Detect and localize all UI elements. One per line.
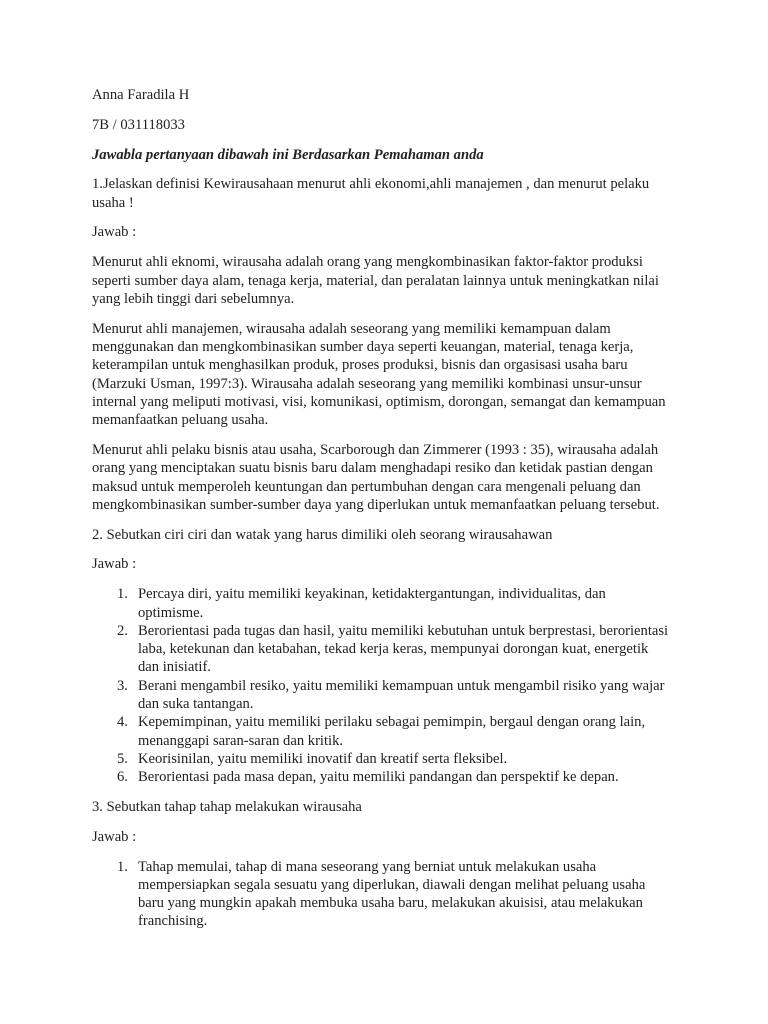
list-item-text: Berani mengambil resiko, yaitu memiliki kemampuan untuk mengambil risiko yang wajar dan suka tantangan. (138, 677, 665, 713)
list-number: 1. (117, 858, 128, 875)
instruction-heading: Jawabla pertanyaan dibawah ini Berdasarkan Pemahaman anda (92, 146, 484, 163)
list-item (92, 677, 672, 714)
list-number: 2. (117, 622, 128, 639)
list-item (92, 750, 672, 768)
list-item (92, 858, 672, 931)
answer-1-paragraph: Menurut ahli eknomi, wirausaha adalah orang yang mengkombinasikan faktor-faktor produksi seperti sumber daya alam, tenaga kerja, material, dan peralatan lainnya untuk meningkatkan nilai yang lebih tinggi dari sebelumnya. (92, 254, 659, 307)
list-item (92, 585, 672, 622)
list-item-text: Berorientasi pada tugas dan hasil, yaitu memiliki kebutuhan untuk berprestasi, berorientasi laba, ketekunan dan ketabahan, tekad kerja keras, mempunyai dorongan kuat, energetik dan inisiatif. (138, 622, 669, 676)
answer-label-3: Jawab : (92, 828, 137, 845)
document-page (92, 86, 672, 942)
list-number: 3. (117, 677, 128, 694)
list-item (92, 768, 672, 786)
list-item-text: Tahap memulai, tahap di mana seseorang yang berniat untuk melakukan usaha mempersiapkan segala sesuatu yang diperlukan, diawali dengan melihat peluang usaha baru yang mungkin apakah membuka usaha baru, melakukan akuisisi, atau melakukan franchising. (138, 858, 646, 930)
list-number: 6. (117, 769, 128, 786)
question-1: 1.Jelaskan definisi Kewirausahaan menurut ahli ekonomi,ahli manajemen , dan menurut pelaku usaha ! (92, 176, 650, 211)
student-name: Anna Faradila H (92, 87, 190, 103)
list-number: 1. (117, 586, 128, 603)
answer-3-list (92, 858, 672, 931)
answer-1-paragraph: Menurut ahli pelaku bisnis atau usaha, Scarborough dan Zimmerer (1993 : 35), wirausaha adalah orang yang menciptakan suatu bisnis baru dalam menghadapi resiko dan ketidak pastian dengan maksud untuk memperoleh keuntungan dan pertumbuhan dengan cara mengenali peluang dan mengkombinasikan sumber-sumber daya yang diperlukan untuk memanfaatkan peluang tersebut. (92, 441, 660, 513)
list-item-text: Berorientasi pada masa depan, yaitu memiliki pandangan dan perspektif ke depan. (138, 769, 619, 786)
list-item (92, 622, 672, 677)
answer-1-paragraph: Menurut ahli manajemen, wirausaha adalah seseorang yang memiliki kemampuan dalam menggunakan dan mengkombinasikan sumber daya seperti keuangan, material, tenaga kerja, keterampilan untuk menghasilkan produk, proses produksi, bisnis dan orgasisasi usaha baru (Marzuki Usman, 1997:3). Wirausaha adalah seseorang yang memiliki kombinasi unsur-unsur internal yang meliputi motivasi, visi, komunikasi, optimism, dorongan, semangat dan kemampuan memanfaatkan peluang usaha. (92, 320, 666, 429)
list-number: 4. (117, 714, 128, 731)
list-item-text: Percaya diri, yaitu memiliki keyakinan, ketidaktergantungan, individualitas, dan optimisme. (138, 586, 606, 621)
answer-2-list (92, 585, 672, 786)
list-item-text: Kepemimpinan, yaitu memiliki perilaku sebagai pemimpin, bergaul dengan orang lain, menanggapi saran-saran dan kritik. (138, 714, 646, 749)
list-item-text: Keorisinilan, yaitu memiliki inovatif dan kreatif serta fleksibel. (138, 750, 508, 767)
answer-label-2: Jawab : (92, 556, 137, 573)
question-3: 3. Sebutkan tahap tahap melakukan wirausaha (92, 799, 362, 815)
student-id: 7B / 031118033 (92, 116, 185, 133)
question-2: 2. Sebutkan ciri ciri dan watak yang harus dimiliki oleh seorang wirausahawan (92, 526, 553, 543)
list-item (92, 713, 672, 750)
list-number: 5. (117, 750, 128, 767)
answer-label-1: Jawab : (92, 224, 137, 241)
